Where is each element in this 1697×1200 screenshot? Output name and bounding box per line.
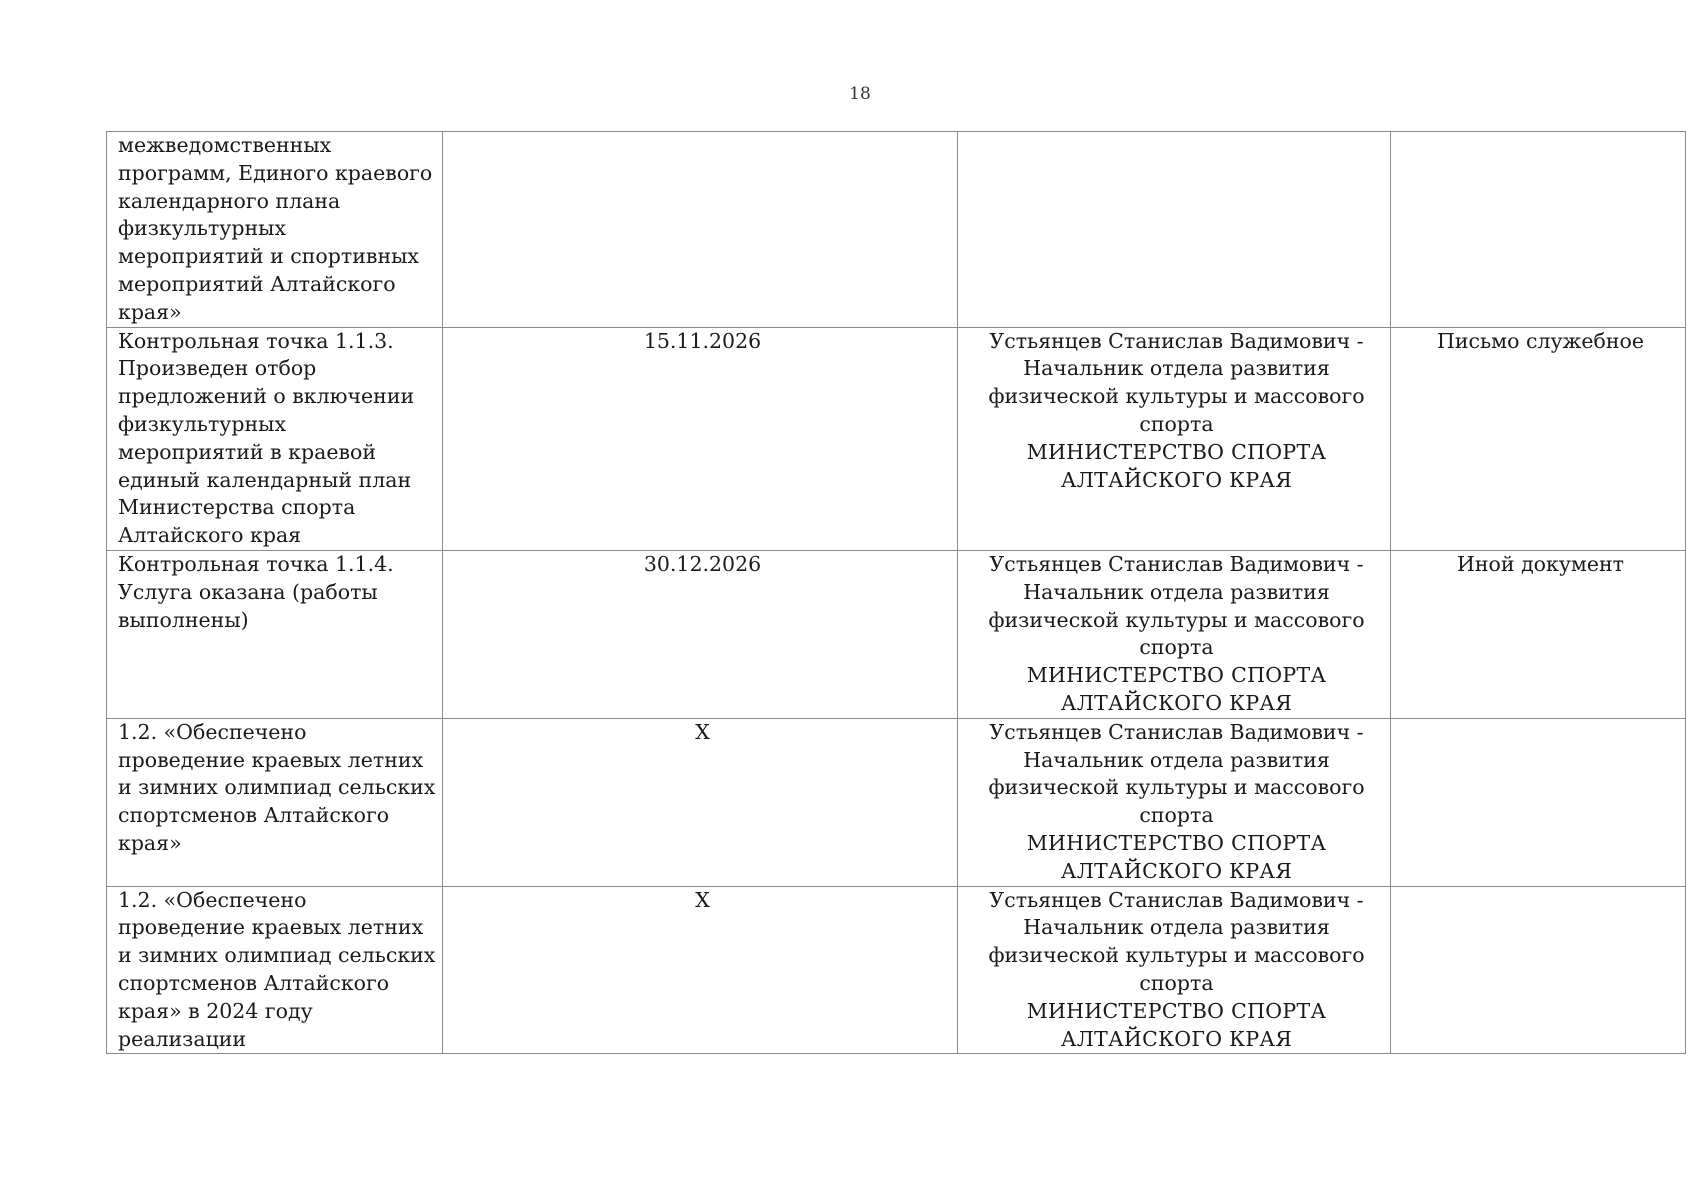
- event-name-cell: 1.2. «Обеспечено проведение краевых летних и зимних олимпиад сельских спортсменов Алтайского края» в 2024 году реализации: [107, 886, 443, 1054]
- table-row: [107, 327, 1686, 550]
- document-type-cell: [1391, 886, 1686, 1054]
- document-type-cell: Письмо служебное: [1391, 327, 1686, 550]
- event-name-cell: межведомственных программ, Единого краевого календарного плана физкультурных мероприятий и спортивных мероприятий Алтайского края»: [107, 132, 443, 328]
- responsible-organization: МИНИСТЕРСТВО СПОРТА АЛТАЙСКОГО КРАЯ: [1026, 439, 1327, 492]
- event-name-cell: Контрольная точка 1.1.4. Услуга оказана (работы выполнены): [107, 550, 443, 718]
- responsible-person: Устьянцев Станислав Вадимович - Начальник отдела развития физической культуры и массового спорта: [988, 887, 1365, 995]
- document-type-cell: [1391, 132, 1686, 328]
- responsible-person: Устьянцев Станислав Вадимович - Начальник отдела развития физической культуры и массового спорта: [988, 328, 1365, 436]
- event-name-cell: Контрольная точка 1.1.3. Произведен отбор предложений о включении физкультурных мероприятий в краевой единый календарный план Министерства спорта Алтайского края: [107, 327, 443, 550]
- event-name-cell: 1.2. «Обеспечено проведение краевых летних и зимних олимпиад сельских спортсменов Алтайского края»: [107, 718, 443, 886]
- deadline-cell: Х: [443, 886, 958, 1054]
- document-type-cell: [1391, 718, 1686, 886]
- deadline-cell: 30.12.2026: [443, 550, 958, 718]
- responsible-organization: МИНИСТЕРСТВО СПОРТА АЛТАЙСКОГО КРАЯ: [1026, 998, 1327, 1051]
- responsible-organization: МИНИСТЕРСТВО СПОРТА АЛТАЙСКОГО КРАЯ: [1026, 830, 1327, 883]
- responsible-cell: [958, 550, 1391, 718]
- deadline-cell: [443, 132, 958, 328]
- table-row: [107, 886, 1686, 1054]
- deadline-cell: 15.11.2026: [443, 327, 958, 550]
- responsible-cell: [958, 718, 1391, 886]
- control-points-table: [106, 131, 1686, 1054]
- table-row: [107, 550, 1686, 718]
- document-type-cell: Иной документ: [1391, 550, 1686, 718]
- table-row: [107, 132, 1686, 328]
- deadline-cell: Х: [443, 718, 958, 886]
- responsible-cell: [958, 132, 1391, 328]
- responsible-person: Устьянцев Станислав Вадимович - Начальник отдела развития физической культуры и массового спорта: [988, 551, 1365, 660]
- table-row: [107, 718, 1686, 886]
- responsible-organization: МИНИСТЕРСТВО СПОРТА АЛТАЙСКОГО КРАЯ: [1026, 663, 1327, 715]
- page-number: 18: [849, 84, 871, 104]
- responsible-cell: [958, 886, 1391, 1054]
- responsible-cell: [958, 327, 1391, 550]
- responsible-person: Устьянцев Станислав Вадимович - Начальник отдела развития физической культуры и массового спорта: [988, 719, 1365, 828]
